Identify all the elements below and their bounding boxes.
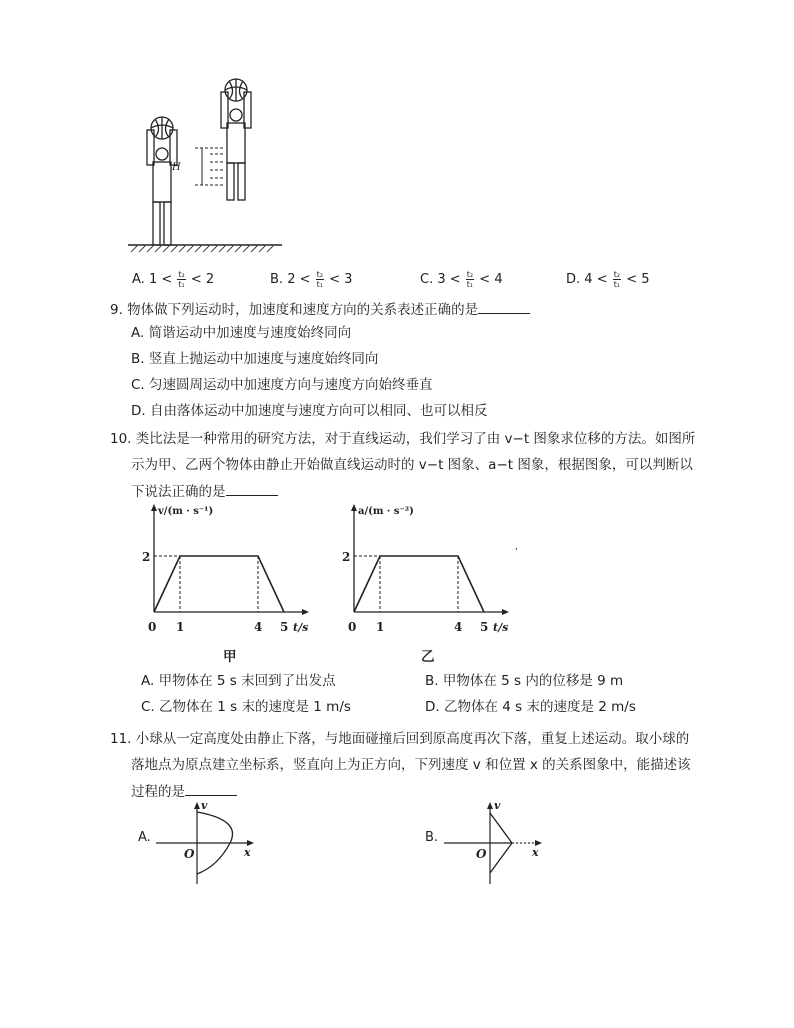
fraction: $\frac{\text{t₂}}{\text{t₁}}$: [178, 270, 185, 289]
q8-option-prefix: A.: [132, 272, 149, 287]
series-line: [154, 556, 284, 612]
q9-option-d[interactable]: D. 自由落体运动中加速度与速度方向可以相同、也可以相反: [131, 403, 488, 419]
graph-jia-vt: [140, 500, 330, 640]
height-label: H: [172, 162, 181, 173]
answer-blank[interactable]: [478, 300, 530, 314]
y-tick-label: 2: [142, 550, 151, 564]
q10-option-c[interactable]: C. 乙物体在 1 s 末的速度是 1 m/s: [141, 699, 351, 715]
x-tick-label: 0: [348, 620, 357, 634]
q11-stem-line-3: 过程的是: [131, 782, 237, 801]
y-axis-label: v/(m · s⁻¹): [158, 506, 214, 517]
q10-option-b[interactable]: B. 甲物体在 5 s 内的位移是 9 m: [425, 673, 624, 689]
graph-jia-caption: 甲: [223, 649, 237, 665]
q8-option-c[interactable]: C. 3 < $\frac{\text{t₂}}{\text{t₁}}$ < 4: [420, 270, 503, 289]
q8-option-d[interactable]: D. 4 < $\frac{\text{t₂}}{\text{t₁}}$ < 5: [566, 270, 650, 289]
q10-stem-line-1: 10. 类比法是一种常用的研究方法，对于直线运动，我们学习了由 v−t 图象求位移的方法。如图所: [110, 431, 696, 447]
jumping-player: [221, 79, 251, 200]
svg-text:x: x: [244, 846, 251, 859]
x-axis-label: t/s: [493, 621, 509, 634]
standing-player: [147, 117, 177, 245]
q11-option-b-label[interactable]: B.: [425, 830, 439, 845]
q11-stem-line-1: 11. 小球从一定高度处由静止下落，与地面碰撞后回到原高度再次下落，重复上述运动。取小球的: [110, 731, 690, 747]
fraction: $\frac{\text{t₂}}{\text{t₁}}$: [466, 270, 474, 289]
x-axis-arrow: [302, 609, 309, 615]
x-tick-label: 1: [376, 620, 385, 634]
q11-graph-b[interactable]: [440, 798, 550, 888]
basketball-jump-figure: [125, 78, 285, 258]
x-axis-label: t/s: [293, 621, 309, 634]
fraction: $\frac{\text{t₂}}{\text{t₁}}$: [316, 270, 323, 289]
q9-option-c[interactable]: C. 匀速圆周运动中加速度方向与速度方向始终垂直: [131, 377, 433, 393]
q10-option-d[interactable]: D. 乙物体在 4 s 末的速度是 2 m/s: [425, 699, 636, 715]
svg-text:v: v: [494, 799, 501, 812]
q10-stem-line-3: 下说法正确的是: [131, 482, 278, 501]
q11-graph-a[interactable]: [152, 798, 262, 888]
svg-text:v: v: [201, 799, 208, 812]
svg-text:O: O: [184, 847, 195, 861]
x-axis-arrow: [502, 609, 509, 615]
svg-text:x: x: [532, 846, 539, 859]
q9-stem: 9. 物体做下列运动时，加速度和速度方向的关系表述正确的是: [110, 300, 530, 319]
q11-stem-line-2: 落地点为原点建立坐标系，竖直向上为正方向，下列速度 v 和位置 x 的关系图象中，能描述该: [131, 757, 691, 773]
q10-option-a[interactable]: A. 甲物体在 5 s 末回到了出发点: [141, 673, 336, 689]
q11-option-a-label[interactable]: A.: [138, 830, 151, 845]
q8-option-a[interactable]: A. 1 < $\frac{\text{t₂}}{\text{t₁}}$ < 2: [132, 270, 215, 289]
stray-mark: ,: [515, 542, 518, 552]
q9-option-b[interactable]: B. 竖直上抛运动中加速度与速度始终同向: [131, 351, 379, 367]
x-tick-label: 4: [454, 620, 463, 634]
q10-stem-line-2: 示为甲、乙两个物体由静止开始做直线运动时的 v−t 图象、a−t 图象，根据图象，可以判断以: [131, 457, 693, 473]
x-tick-label: 5: [280, 620, 289, 634]
y-axis-arrow: [351, 504, 357, 511]
graph-yi-caption: 乙: [421, 649, 435, 665]
x-tick-label: 1: [176, 620, 185, 634]
svg-text:O: O: [476, 847, 487, 861]
y-axis-arrow: [151, 504, 157, 511]
x-tick-label: 5: [480, 620, 489, 634]
fraction: $\frac{\text{t₂}}{\text{t₁}}$: [613, 270, 621, 289]
y-axis-label: a/(m · s⁻²): [358, 506, 414, 517]
answer-blank[interactable]: [185, 782, 237, 796]
series-line: [354, 556, 484, 612]
x-tick-label: 0: [148, 620, 157, 634]
x-tick-label: 4: [254, 620, 263, 634]
q8-option-b[interactable]: B. 2 < $\frac{\text{t₂}}{\text{t₁}}$ < 3: [270, 270, 353, 289]
y-tick-label: 2: [342, 550, 351, 564]
graph-yi-at: [340, 500, 530, 640]
answer-blank[interactable]: [226, 482, 278, 496]
q9-option-a[interactable]: A. 简谐运动中加速度与速度始终同向: [131, 325, 352, 341]
